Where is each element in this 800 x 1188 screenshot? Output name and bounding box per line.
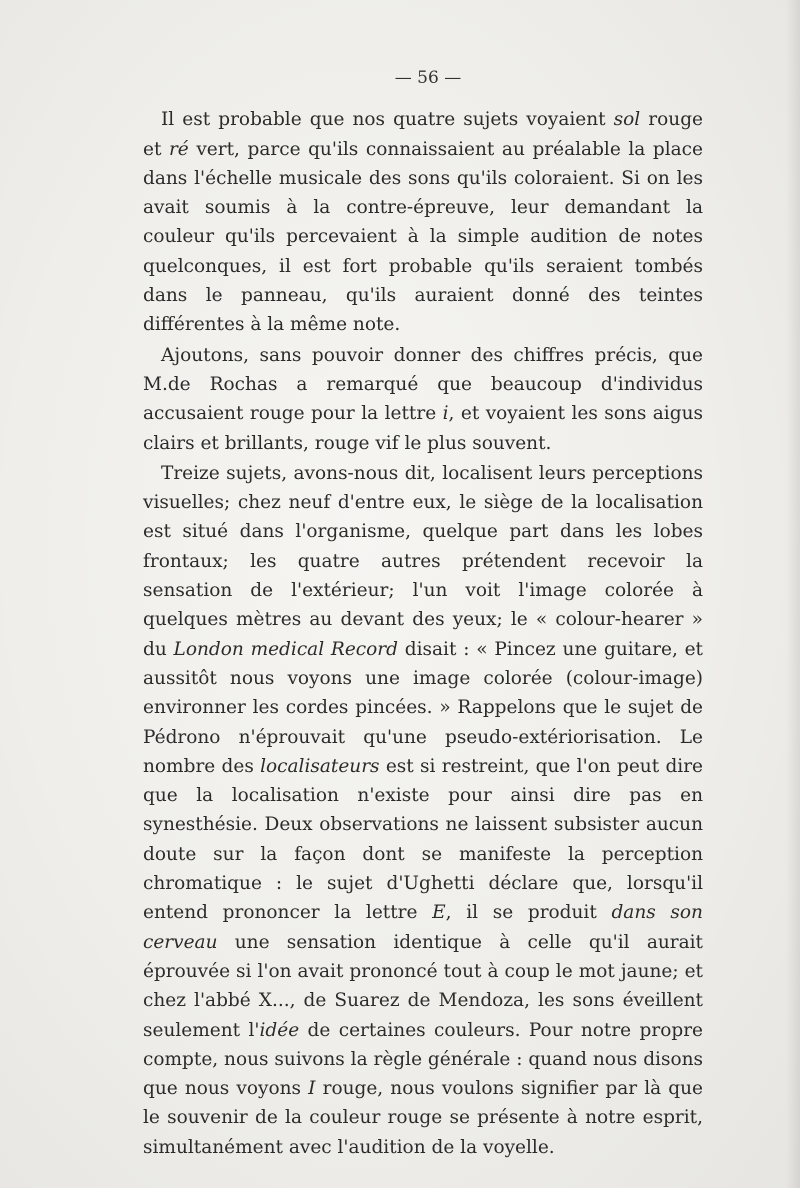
paragraph-3: Treize sujets, avons-nous dit, localisent leurs perceptions visuelles; chez neuf d'entre eux, le siège de la localisation est situé dans l'organisme, quelque part dans les lobes frontaux; les quatre autres prétendent recevoir la sensation de l'extérieur; l'un voit l'image colorée à quelques mètres au devant des yeux; le « colour-hearer » du London medical Record disait : « Pincez une guitare, et aussitôt nous voyons une image colorée (colour-image) environner les cordes pincées. » Rappelons que le sujet de Pédrono n'éprouvait qu'une pseudo-extériorisation. Le nombre des localisateurs est si restreint, que l'on peut dire que la localisation n'existe pour ainsi dire pas en synesthésie. Deux observations ne laissent subsister aucun doute sur la façon dont se manifeste la perception chromatique : le sujet d'Ughetti déclare que, lorsqu'il entend prononcer la lettre E, il se produit dans son cerveau une sensation identique à celle qu'il aurait éprouvée si l'on avait prononcé tout à coup le mot jaune; et chez l'abbé X..., de Suarez de Mendoza, les sons éveillent seulement l'idée de certaines couleurs. Pour notre propre compte, nous suivons la règle générale : quand nous disons que nous voyons I rouge, nous voulons signifier par là que le souvenir de la couleur rouge se présente à notre esprit, simultanément avec l'audition de la voyelle. xyxy=(143,462,704,1158)
italic-text: ré xyxy=(168,138,189,160)
text-block xyxy=(143,64,703,1162)
italic-text: i xyxy=(442,403,449,425)
italic-text: idée xyxy=(259,1019,300,1041)
paragraph-1: Il est probable que nos quatre sujets voyaient sol rouge et ré vert, parce qu'ils connaissaient au préalable la place dans l'échelle musicale des sons qu'ils coloraient. Si on les avait soumis à la contre-épreuve, leur demandant la couleur qu'ils percevaient à la simple audition de notes quelconques, il est fort probable qu'ils seraient tombés dans le panneau, qu'ils auraient donné des teintes différentes à la même note. xyxy=(143,109,703,336)
italic-text: I xyxy=(308,1078,316,1100)
italic-text: E xyxy=(432,902,446,924)
page-number: — 56 — xyxy=(394,68,462,88)
page-edge-shadow xyxy=(786,0,800,1188)
italic-text: dans son cerveau xyxy=(143,902,703,953)
italic-text: sol xyxy=(613,109,641,131)
italic-text: London medical Record xyxy=(173,638,398,660)
paragraph-2: Ajoutons, sans pouvoir donner des chiffres précis, que M.de Rochas a remarqué que beaucoup d'individus accusaient rouge pour la lettre i, et voyaient les sons aigus clairs et brillants, rouge vif le plus souvent. xyxy=(143,344,703,454)
italic-text: localisateurs xyxy=(260,755,380,777)
